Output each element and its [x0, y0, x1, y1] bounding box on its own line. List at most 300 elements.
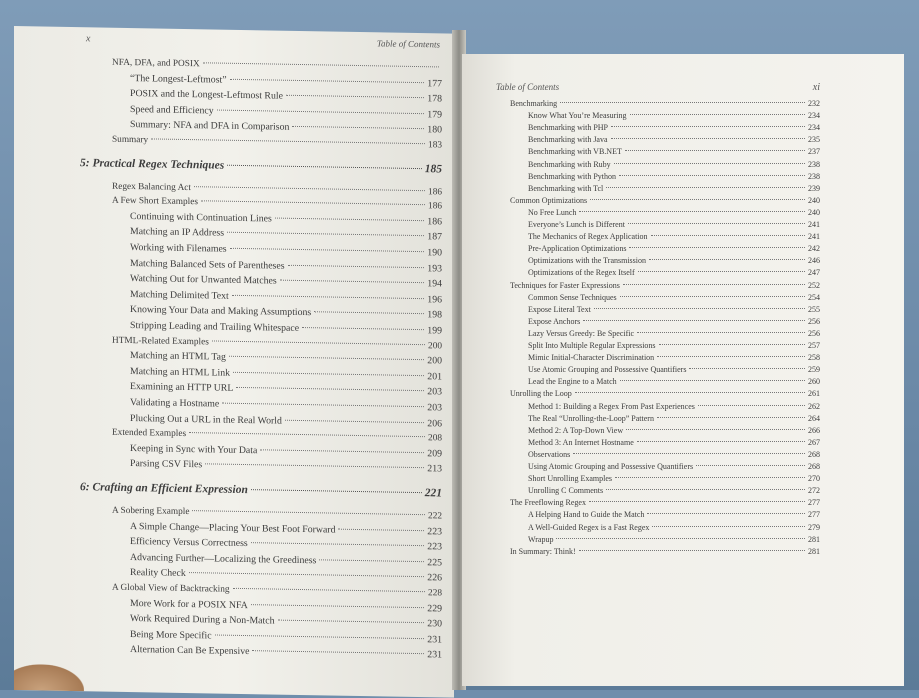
- toc-entry: [528, 293, 820, 302]
- toc-entry: [528, 353, 820, 362]
- dot-leader: [212, 340, 425, 345]
- left-running-head: Table of Contents: [376, 38, 440, 50]
- toc-entry-page: 177: [427, 77, 442, 90]
- dot-leader: [606, 187, 805, 188]
- dot-leader: [590, 199, 805, 200]
- toc-entry-page: 240: [808, 195, 820, 205]
- toc-entry: [528, 172, 820, 181]
- thumb: [14, 664, 84, 691]
- dot-leader: [314, 312, 424, 315]
- toc-entry-title: Mimic Initial-Character Discrimination: [528, 353, 655, 363]
- right-folio: xi: [812, 82, 820, 93]
- toc-entry-title: A Helping Hand to Guide the Match: [528, 510, 645, 520]
- dot-leader: [201, 200, 425, 205]
- toc-entry: [528, 147, 820, 156]
- dot-leader: [251, 604, 425, 608]
- dot-leader: [189, 432, 425, 437]
- toc-entry-title: Use Atomic Grouping and Possessive Quantifiers: [528, 365, 687, 375]
- dot-leader: [232, 295, 425, 299]
- toc-entry-title: Reality Check: [130, 567, 186, 580]
- toc-entry-page: 260: [808, 377, 820, 387]
- toc-entry: [130, 552, 442, 568]
- toc-entry-title: Benchmarking with Python: [528, 171, 616, 181]
- toc-entry-title: Continuing with Continuation Lines: [130, 210, 272, 225]
- dot-leader: [611, 138, 805, 139]
- toc-entry-title: More Work for a POSIX NFA: [130, 597, 248, 611]
- toc-entry-title: Being More Specific: [130, 628, 212, 642]
- toc-entry: [130, 304, 442, 320]
- dot-leader: [657, 417, 805, 418]
- toc-entry-page: 240: [808, 207, 820, 217]
- toc-entry-page: 186: [428, 186, 442, 198]
- toc-entry-title: Advancing Further—Localizing the Greediness: [130, 551, 317, 567]
- toc-entry: [510, 99, 820, 108]
- toc-entry-title: Benchmarking with Java: [528, 135, 608, 145]
- dot-leader: [696, 465, 805, 466]
- toc-entry: [528, 462, 820, 471]
- toc-entry-page: 239: [808, 183, 820, 193]
- toc-entry: [528, 123, 820, 132]
- toc-entry-page: 267: [808, 437, 820, 447]
- toc-entry-page: 187: [427, 231, 442, 243]
- toc-entry-page: 258: [808, 353, 820, 363]
- toc-entry: [130, 443, 442, 459]
- toc-entry-title: HTML-Related Examples: [112, 335, 209, 347]
- toc-entry-page: 277: [808, 498, 820, 508]
- toc-entry: [528, 244, 820, 253]
- toc-entry-title: Examining an HTTP URL: [130, 381, 234, 395]
- toc-entry: [528, 220, 820, 229]
- toc-entry: [130, 644, 442, 660]
- toc-entry-page: 279: [808, 522, 820, 532]
- toc-entry: [130, 211, 442, 227]
- toc-entry: [112, 583, 442, 599]
- toc-entry-title: Matching Balanced Sets of Parentheses: [130, 257, 285, 272]
- toc-entry-page: 208: [428, 433, 442, 444]
- toc-entry-title: Stripping Leading and Trailing Whitespace: [130, 320, 300, 334]
- toc-entry: [130, 73, 442, 89]
- toc-entry-title: Work Required During a Non-Match: [130, 613, 275, 627]
- toc-entry: [528, 486, 820, 495]
- toc-entry-title: Benchmarking with Ruby: [528, 159, 611, 169]
- toc-entry: [528, 208, 820, 217]
- toc-entry-page: 268: [808, 462, 820, 471]
- dot-leader: [230, 78, 425, 82]
- dot-leader: [288, 264, 425, 267]
- toc-entry-title: Wrapup: [528, 534, 554, 544]
- toc-entry: [130, 521, 442, 537]
- dot-leader: [338, 528, 424, 530]
- dot-leader: [698, 405, 805, 406]
- toc-entry-title: Lazy Versus Greedy: Be Specific: [528, 328, 635, 338]
- toc-entry: [130, 258, 442, 274]
- toc-entry-title: Validating a Hostname: [130, 397, 220, 410]
- dot-leader: [575, 392, 805, 393]
- toc-entry: [130, 104, 442, 120]
- toc-entry-title: Optimizations of the Regex Itself: [528, 268, 635, 278]
- toc-entry: [130, 613, 442, 629]
- toc-entry-page: 198: [427, 309, 442, 321]
- toc-entry-title: Summary: [112, 134, 149, 146]
- dot-leader: [227, 232, 424, 236]
- toc-entry: [528, 377, 820, 386]
- toc-entry-title: “The Longest-Leftmost”: [130, 72, 227, 86]
- toc-entry: [112, 196, 442, 212]
- toc-entry-title: Common Sense Techniques: [528, 292, 617, 302]
- toc-entry: [528, 510, 820, 519]
- dot-leader: [638, 271, 805, 272]
- toc-entry-title: Extended Examples: [112, 427, 187, 440]
- toc-entry-title: Knowing Your Data and Making Assumptions: [130, 304, 312, 319]
- toc-entry-page: 261: [808, 389, 820, 399]
- toc-entry-title: Matching an HTML Tag: [130, 350, 226, 363]
- toc-entry: [528, 402, 820, 411]
- toc-entry-title: Method 1: Building a Regex From Past Experiences: [528, 401, 695, 411]
- left-page: [14, 26, 454, 698]
- toc-entry: [528, 474, 820, 483]
- toc-entry-page: 254: [808, 292, 820, 302]
- toc-entry: [510, 389, 820, 398]
- toc-entry-page: 223: [427, 541, 442, 553]
- dot-leader: [236, 387, 424, 391]
- dot-leader: [260, 449, 424, 453]
- toc-entry: [510, 498, 820, 507]
- dot-leader: [233, 372, 424, 376]
- toc-entry-title: Matching Delimited Text: [130, 288, 229, 302]
- dot-leader: [229, 356, 424, 360]
- dot-leader: [628, 223, 805, 224]
- toc-entry-page: 199: [427, 325, 442, 337]
- toc-entry-page: 183: [428, 140, 442, 151]
- toc-chapter: [80, 157, 442, 175]
- toc-entry-title: A Few Short Examples: [112, 195, 198, 208]
- toc-entry-page: 270: [808, 474, 820, 484]
- toc-entry: [510, 547, 820, 556]
- toc-entry: [528, 135, 820, 144]
- dot-leader: [579, 211, 805, 212]
- dot-leader: [647, 513, 805, 514]
- dot-leader: [251, 489, 422, 493]
- dot-leader: [280, 280, 425, 284]
- dot-leader: [583, 320, 805, 321]
- toc-entry-page: 266: [808, 425, 820, 435]
- toc-entry-title: Lead the Engine to a Match: [528, 377, 617, 387]
- toc-entry-title: Techniques for Faster Expressions: [510, 280, 620, 290]
- toc-entry-page: 255: [808, 304, 820, 314]
- toc-entry-title: Expose Literal Text: [528, 304, 591, 314]
- toc-entry-page: 203: [427, 386, 442, 398]
- dot-leader: [222, 403, 424, 408]
- toc-entry: [130, 273, 442, 289]
- toc-entry: [528, 305, 820, 314]
- toc-entry: [130, 381, 442, 397]
- toc-entry-title: Unrolling C Comments: [528, 486, 604, 496]
- toc-entry: [528, 268, 820, 277]
- toc-entry-title: Common Optimizations: [510, 195, 588, 205]
- toc-entry-page: 256: [808, 328, 820, 338]
- toc-entry-page: 241: [808, 232, 820, 242]
- dot-leader: [615, 477, 805, 478]
- toc-entry: [528, 438, 820, 447]
- toc-entry-page: 230: [427, 618, 442, 630]
- toc-entry: [130, 320, 442, 336]
- toc-entry-title: Optimizations with the Transmission: [528, 256, 647, 266]
- toc-entry: [112, 506, 442, 522]
- toc-entry-title: Everyone’s Lunch is Different: [528, 220, 625, 229]
- toc-entry-title: A Simple Change—Placing Your Best Foot Forward: [130, 520, 336, 536]
- toc-entry-page: 238: [808, 159, 820, 169]
- toc-entry-title: Observations: [528, 449, 571, 459]
- toc-entry: [130, 629, 442, 645]
- dot-leader: [625, 150, 805, 151]
- toc-entry-page: 277: [808, 510, 820, 520]
- toc-entry: [130, 536, 442, 552]
- dot-leader: [589, 501, 805, 502]
- toc-entry-title: Know What You’re Measuring: [528, 111, 627, 121]
- toc-entry-page: 257: [808, 341, 820, 350]
- toc-entry-page: 222: [428, 511, 442, 522]
- toc-entry-page: 264: [808, 413, 820, 423]
- toc-entry: [528, 341, 820, 350]
- toc-entry: [130, 226, 442, 242]
- toc-entry-page: 238: [808, 171, 820, 181]
- toc-entry-title: Method 3: An Internet Hostname: [528, 437, 634, 447]
- toc-entry-page: 209: [427, 448, 442, 460]
- toc-entry-page: 221: [424, 487, 442, 500]
- toc-entry-title: Watching Out for Unwanted Matches: [130, 273, 277, 287]
- toc-entry-title: Efficiency Versus Correctness: [130, 536, 248, 550]
- toc-entry: [130, 366, 442, 382]
- toc-entry-title: Working with Filenames: [130, 242, 227, 255]
- dot-leader: [579, 550, 805, 551]
- toc-entry-page: 179: [427, 109, 442, 121]
- dot-leader: [649, 259, 805, 260]
- toc-entry-page: 272: [808, 486, 820, 496]
- dot-leader: [594, 308, 805, 309]
- toc-entry-title: POSIX and the Longest-Leftmost Rule: [130, 88, 283, 102]
- dot-leader: [606, 489, 805, 490]
- dot-leader: [659, 344, 805, 345]
- dot-leader: [573, 453, 805, 454]
- dot-leader: [619, 175, 805, 176]
- dot-leader: [657, 356, 805, 357]
- toc-entry: [112, 58, 442, 74]
- toc-entry-page: 193: [427, 262, 442, 275]
- toc-entry: [130, 350, 442, 366]
- toc-entry: [130, 598, 442, 614]
- dot-leader: [215, 634, 425, 639]
- dot-leader: [637, 441, 805, 442]
- dot-leader: [251, 542, 425, 546]
- toc-entry: [528, 535, 820, 544]
- toc-entry: [528, 256, 820, 265]
- dot-leader: [252, 651, 424, 655]
- toc-entry-page: 252: [808, 280, 820, 290]
- dot-leader: [560, 102, 805, 103]
- toc-entry-title: NFA, DFA, and POSIX: [112, 57, 200, 70]
- toc-entry-page: 235: [808, 135, 820, 145]
- toc-entry-page: 259: [808, 365, 820, 375]
- toc-entry: [130, 397, 442, 413]
- toc-entry-title: No Free Lunch: [528, 207, 577, 217]
- toc-entry-title: Parsing CSV Files: [130, 458, 203, 471]
- toc-entry: [528, 184, 820, 193]
- toc-entry-page: 281: [808, 546, 820, 556]
- toc-entry: [130, 119, 442, 135]
- toc-entry-title: Summary: NFA and DFA in Comparison: [130, 119, 290, 134]
- toc-entry-title: Short Unrolling Examples: [528, 474, 612, 484]
- toc-entry-title: Benchmarking with Tcl: [528, 183, 604, 193]
- toc-entry: [130, 567, 442, 583]
- toc-entry-title: Expose Anchors: [528, 316, 581, 326]
- toc-entry-title: In Summary: Think!: [510, 546, 576, 556]
- toc-entry: [528, 317, 820, 326]
- dot-leader: [614, 163, 805, 164]
- dot-leader: [192, 510, 425, 515]
- toc-entry-title: Plucking Out a URL in the Real World: [130, 412, 282, 427]
- toc-entry-page: 225: [427, 557, 442, 569]
- dot-leader: [620, 296, 805, 297]
- toc-entry: [528, 329, 820, 338]
- dot-leader: [233, 588, 426, 592]
- toc-entry-page: 237: [808, 147, 820, 157]
- toc-entry-page: 185: [424, 162, 442, 176]
- toc-entry-title: Regex Balancing Act: [112, 181, 192, 193]
- dot-leader: [292, 126, 424, 129]
- toc-entry-title: The Freeflowing Regex: [510, 498, 586, 508]
- toc-entry-title: Alternation Can Be Expensive: [130, 644, 250, 658]
- toc-entry-title: Benchmarking with PHP: [528, 123, 608, 133]
- toc-entry-title: Method 2: A Top-Down View: [528, 425, 624, 435]
- dot-leader: [629, 247, 805, 248]
- toc-entry-title: Keeping in Sync with Your Data: [130, 442, 258, 457]
- toc-entry-page: 180: [427, 124, 442, 136]
- dot-leader: [302, 327, 424, 330]
- toc-entry-page: 200: [427, 355, 442, 367]
- toc-entry: [112, 135, 442, 151]
- toc-entry-title: Benchmarking with VB.NET: [528, 147, 622, 157]
- toc-entry-page: 190: [427, 247, 442, 259]
- toc-entry: [112, 181, 442, 197]
- dot-leader: [651, 235, 805, 236]
- toc-entry-title: 5: Practical Regex Techniques: [80, 156, 225, 172]
- toc-entry: [528, 523, 820, 532]
- toc-entry: [528, 160, 820, 169]
- toc-entry-title: A Global View of Backtracking: [112, 582, 230, 595]
- toc-chapter: [80, 481, 442, 499]
- toc-entry: [130, 458, 442, 474]
- dot-leader: [630, 114, 805, 115]
- toc-entry-page: 223: [427, 525, 442, 538]
- toc-entry-title: Speed and Efficiency: [130, 103, 214, 117]
- dot-leader: [189, 572, 425, 577]
- dot-leader: [285, 419, 424, 422]
- dot-leader: [205, 464, 424, 469]
- toc-entry-page: 226: [427, 572, 442, 584]
- dot-leader: [652, 526, 805, 527]
- toc-entry-page: 232: [808, 99, 820, 108]
- toc-entry-page: 228: [428, 588, 442, 599]
- toc-entry-page: 241: [808, 220, 820, 229]
- dot-leader: [151, 138, 425, 144]
- dot-leader: [230, 248, 425, 252]
- toc-entry: [528, 111, 820, 120]
- toc-entry-title: A Well-Guided Regex is a Fast Regex: [528, 522, 650, 532]
- toc-entry: [528, 232, 820, 241]
- toc-entry-title: Matching an HTML Link: [130, 365, 231, 379]
- toc-entry-page: 231: [427, 634, 442, 646]
- toc-entry: [112, 335, 442, 351]
- toc-entry: [130, 88, 442, 104]
- dot-leader: [203, 62, 439, 67]
- dot-leader: [278, 620, 425, 624]
- toc-entry-page: 234: [808, 123, 820, 133]
- toc-entry-page: 242: [808, 244, 820, 254]
- toc-entry-title: Split Into Multiple Regular Expressions: [528, 341, 656, 350]
- toc-entry-title: Benchmarking: [510, 99, 558, 108]
- toc-entry-page: 194: [427, 278, 442, 290]
- toc-entry-page: 178: [427, 93, 442, 105]
- dot-leader: [620, 380, 805, 381]
- dot-leader: [217, 109, 425, 114]
- toc-entry-page: 246: [808, 256, 820, 266]
- dot-leader: [556, 538, 805, 539]
- toc-entry: [528, 414, 820, 423]
- toc-entry-title: A Sobering Example: [112, 505, 190, 518]
- toc-entry-title: Matching an IP Address: [130, 226, 225, 240]
- dot-leader: [689, 368, 805, 369]
- toc-entry-page: 234: [808, 111, 820, 121]
- toc-entry-page: 213: [427, 463, 442, 475]
- dot-leader: [611, 126, 805, 127]
- toc-entry-page: 247: [808, 268, 820, 278]
- toc-entry-page: 262: [808, 401, 820, 411]
- toc-entry: [130, 242, 442, 258]
- toc-entry-page: 201: [427, 371, 442, 383]
- toc-entry: [112, 428, 442, 444]
- toc-entry: [510, 196, 820, 205]
- toc-entry-title: 6: Crafting an Efficient Expression: [80, 481, 248, 497]
- toc-entry-page: 203: [427, 402, 442, 414]
- toc-entry: [528, 450, 820, 459]
- dot-leader: [275, 217, 425, 221]
- toc-entry-page: 268: [808, 449, 820, 459]
- toc-entry-title: Pre-Application Optimizations: [528, 244, 627, 254]
- toc-entry-title: Unrolling the Loop: [510, 389, 572, 399]
- toc-entry-page: 229: [427, 602, 442, 615]
- dot-leader: [637, 332, 805, 333]
- dot-leader: [227, 164, 421, 168]
- toc-entry: [528, 426, 820, 435]
- toc-entry: [130, 289, 442, 305]
- dot-leader: [194, 186, 425, 191]
- right-running-head: Table of Contents: [496, 82, 560, 92]
- toc-entry: [130, 413, 442, 429]
- toc-entry: [528, 365, 820, 374]
- toc-entry-page: 200: [428, 340, 442, 352]
- dot-leader: [319, 559, 424, 562]
- toc-entry-title: Using Atomic Grouping and Possessive Quantifiers: [528, 462, 694, 471]
- toc-entry-page: 206: [427, 417, 442, 430]
- toc-entry-page: 231: [427, 649, 442, 661]
- toc-entry-page: 186: [428, 201, 442, 212]
- toc-entry-title: The Real “Unrolling-the-Loop” Pattern: [528, 413, 654, 423]
- toc-entry: [510, 281, 820, 290]
- right-page: [462, 54, 904, 686]
- toc-entry-title: The Mechanics of Regex Application: [528, 232, 648, 242]
- dot-leader: [286, 95, 424, 98]
- toc-entry-page: 186: [427, 216, 442, 228]
